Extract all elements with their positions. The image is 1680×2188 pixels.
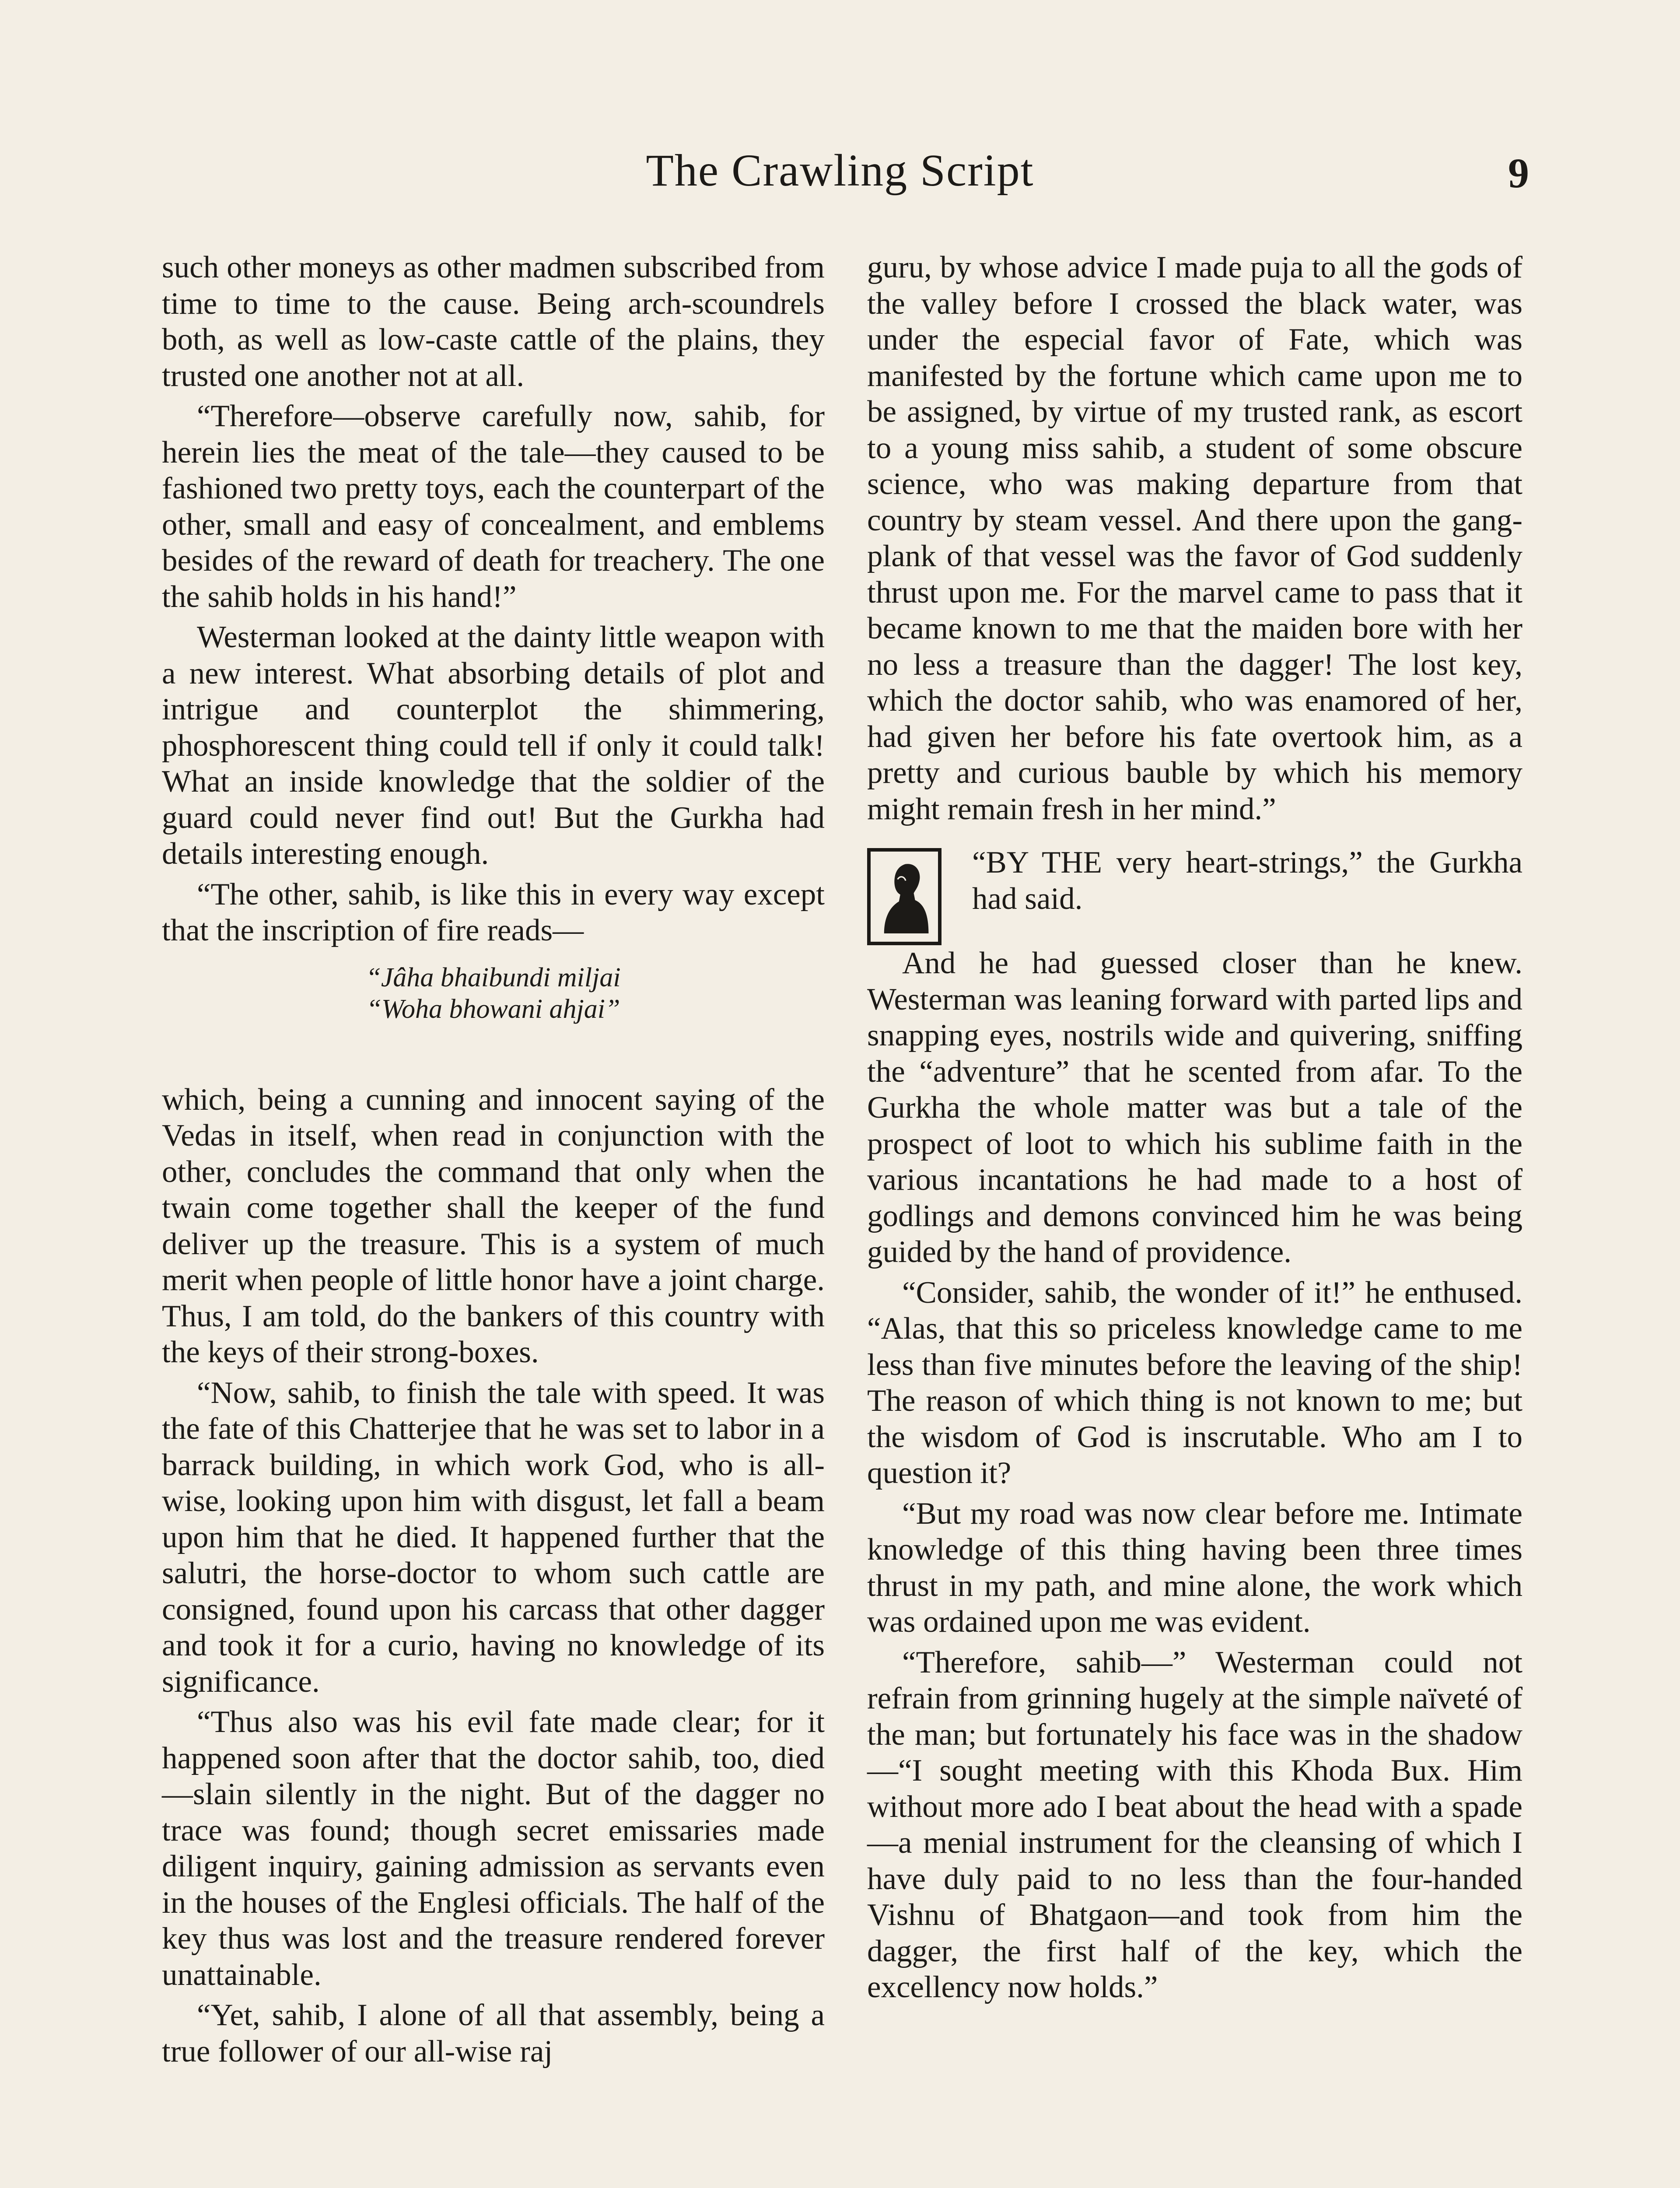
paragraph: “Therefore, sahib—” Westerman could not refrain from grinning hugely at the simple naïveté of the man; but fortunately his face was in the shadow—“I sought meeting with this Khoda Bux. Him without more ado I beat about the head with a spade—a menial instrument for the cleansing of which I have duly paid to no less than the four-handed Vishnu of Bhatgaon—and took from him the dagger, the first half of the key, which the excellency now holds.” [867,1645,1522,2004]
paragraph: “The other, sahib, is like this in every way except that the inscription of fire reads— [162,877,825,947]
paragraph: “Yet, sahib, I alone of all that assembly, being a true follower of our all-wise raj [162,1998,825,2069]
verse-line: “Jâha bhaibundi miljai [366,962,621,992]
paragraph: “Therefore—observe carefully now, sahib, for herein lies the meat of the tale—they caused to be fashioned two pretty toys, each the counterpart of the other, small and easy of concealment, and emblems besides of the reward of death for treachery. The one the sahib holds in his hand!” [162,399,825,614]
page-header [0,144,1680,206]
paragraph: “Thus also was his evil fate made clear; for it happened soon after that the doctor sahib, too, died—slain silently in the night. But of the dagger no trace was found; though secret emissaries made diligent inquiry, gaining admission as servants even in the houses of the Englesi officials. The half of the key thus was lost and the treasure rendered forever unattainable. [162,1705,825,1992]
paragraph: “BY THE very heart-strings,” the Gurkha had said. [972,845,1522,916]
verse-inscription [162,962,825,1025]
right-column [867,249,1522,2010]
paragraph: And he had guessed closer than he knew. Westerman was leaning forward with parted lips and snapping eyes, nostrils wide and quivering, sniffing the “adventure” that he scented from afar. To the Gurkha the whole matter was but a tale of the prospect of loot to which his sublime faith in the various incantations he had made to a host of godlings and demons convinced him he was being guided by the hand of providence. [867,946,1522,1269]
page-number: 9 [1508,150,1529,196]
portrait-vignette-icon [867,848,942,945]
verse-line: “Woha bhowani ahjai” [366,994,620,1024]
paragraph: “But my road was now clear before me. Intimate knowledge of this thing having been three times thrust in my path, and mine alone, the work which was ordained upon me was evident. [867,1496,1522,1639]
running-title: The Crawling Script [646,145,1034,196]
paragraph: “Consider, sahib, the wonder of it!” he enthused. “Alas, that this so priceless knowledge came to me less than five minutes before the leaving of the ship! The reason of which thing is not known to me; but the wisdom of God is inscrutable. Who am I to question it? [867,1275,1522,1490]
paragraph: “Now, sahib, to finish the tale with speed. It was the fate of this Chatterjee that he was set to labor in a barrack building, in which work God, who is all-wise, looking upon him with disgust, let fall a beam upon him that he died. It happened further that the salutri, the horse-doctor to whom such cattle are consigned, found upon his carcass that other dagger and took it for a curio, having no knowledge of its significance. [162,1375,825,1699]
section-break [867,845,1522,945]
paragraph: guru, by whose advice I made puja to all the gods of the valley before I crossed the black water, was under the especial favor of Fate, which was manifested by the fortune which came upon me to be assigned, by virtue of my trusted rank, as escort to a young miss sahib, a student of some obscure science, who was making departure from that country by steam vessel. And there upon the gang-plank of that vessel was the favor of God suddenly thrust upon me. For the marvel came to pass that it became known to me that the maiden bore with her no less a treasure than the dagger! The lost key, which the doctor sahib, who was enamored of her, had given her before his fate overtook him, as a pretty and curious bauble by which his memory might remain fresh in her mind.” [867,250,1522,826]
paragraph: such other moneys as other madmen subscribed from time to time to the cause. Being arch-scoundrels both, as well as low-caste cattle of the plains, they trusted one another not at all. [162,250,825,393]
paragraph: Westerman looked at the dainty little weapon with a new interest. What absorbing details of plot and intrigue and counterplot the shimmering, phosphorescent thing could tell if only it could talk! What an inside knowledge that the soldier of the guard could never find out! But the Gurkha had details interesting enough. [162,620,825,871]
left-column [162,249,825,2074]
paragraph: which, being a cunning and innocent saying of the Vedas in itself, when read in conjunction with the other, concludes the command that only when the twain come together shall the keeper of the fund deliver up the treasure. This is a system of much merit when people of little honor have a joint charge. Thus, I am told, do the bankers of this country with the keys of their strong-boxes. [162,1082,825,1369]
